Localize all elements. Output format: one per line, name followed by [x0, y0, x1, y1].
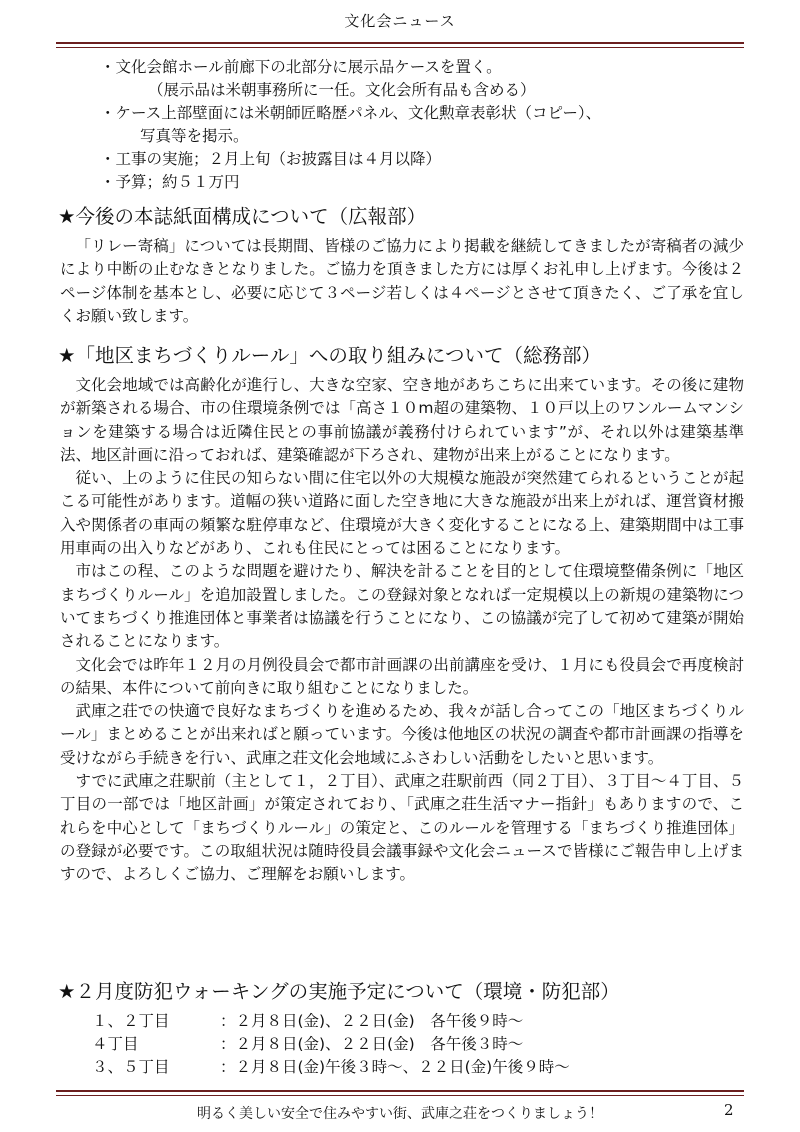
- header-rule: [56, 42, 744, 44]
- schedule-dates: ：２月８日(金)、２２日(金) 各午後９時～: [220, 1012, 524, 1030]
- schedule-area: ３、５丁目: [92, 1058, 170, 1076]
- paragraph: 従い、上のように住民の知らない間に住宅以外の大規模な施設が突然建てられるということが起こる可能性があります。道幅の狭い道路に面した空き地に大きな施設が出来上がれば、運営資材搬入や関係者の車両の頻繁な駐停車など、住環境が大きく変化することになる上、建築期間中は工事用車両の出入りなどがあり、これも住民にとっては困ることになります。: [60, 469, 744, 558]
- header-rule-thin: [56, 47, 744, 48]
- bullet-item: ・予算；約５１万円: [100, 173, 240, 191]
- footer-slogan: 明るく美しい安全で住みやすい街、武庫之荘をつくりましょう！: [197, 1106, 603, 1122]
- bullet-item: ・ケース上部壁面には米朝師匠略歴パネル、文化勲章表彰状（コピー）、: [100, 104, 602, 122]
- schedule-row: [92, 1010, 570, 1033]
- section-body-publicity: [60, 235, 744, 328]
- schedule-area: １、２丁目: [92, 1012, 170, 1030]
- paragraph: すでに武庫之荘駅前（主として１，２丁目）、武庫之荘駅前西（同２丁目）、３丁目～４丁目、５丁目の一部では「地区計画」が策定されており、「武庫之荘生活マナー指針」もありますので、これらを中心として「まちづくりルール」の策定と、このルールを管理する「まちづくり推進団体」の登録が必要です。この取組状況は随時役員会議事録や文化会ニュースで皆様にご報告申し上げますので、よろしくご協力、ご理解をお願いします。: [60, 772, 744, 884]
- schedule-area: ４丁目: [92, 1035, 139, 1053]
- page-number: 2: [724, 1101, 734, 1119]
- exhibit-bullet-list: [100, 56, 740, 194]
- schedule-dates: ：２月８日(金)、２２日(金) 各午後３時～: [220, 1035, 524, 1053]
- footer-rule-thin: [56, 1095, 744, 1096]
- paragraph: 「リレー寄稿」については長期間、皆様のご協力により掲載を継続してきましたが寄稿者の減少により中断の止むなきとなりました。ご協力を頂きました方には厚くお礼申し上げます。今後は２ページ体制を基本とし、必要に応じて３ページ若しくは４ページとさせて頂きたく、ご了承を宜しくお願い致します。: [60, 237, 744, 325]
- schedule-dates: ：２月８日(金)午後３時～、２２日(金)午後９時～: [220, 1058, 570, 1076]
- paragraph: 文化会では昨年１２月の月例役員会で都市計画課の出前講座を受け、１月にも役員会で再度検討の結果、本件について前向きに取り組むことになりました。: [60, 655, 744, 697]
- bullet-note: 写真等を掲示。: [140, 127, 249, 145]
- section-heading-publicity: ★今後の本誌紙面構成について（広報部）: [58, 205, 427, 228]
- section-body-general-affairs: [60, 374, 744, 887]
- bullet-note: （展示品は米朝事務所に一任。文化会所有品も含める）: [148, 81, 536, 99]
- section-heading-general-affairs: ★「地区まちづくりルール」への取り組みについて（総務部）: [58, 344, 602, 367]
- bullet-item: ・工事の実施；２月上旬（お披露目は４月以降）: [100, 150, 442, 168]
- section-heading-crime-prevention: ★２月度防犯ウォーキングの実施予定について（環境・防犯部）: [58, 980, 620, 1003]
- patrol-schedule: [92, 1010, 570, 1079]
- footer-rule: [56, 1090, 744, 1092]
- paragraph: 武庫之荘での快適で良好なまちづくりを進めるため、我々が話し合ってこの「地区まちづくりルール」まとめることが出来ればと願っています。今後は他地区の状況の調査や都市計画課の指導を受けながら手続きを行い、武庫之荘文化会地域にふさわしい活動をしたいと思います。: [60, 702, 744, 767]
- schedule-row: [92, 1056, 570, 1079]
- bullet-item: ・文化会館ホール前廊下の北部分に展示品ケースを置く。: [100, 58, 502, 76]
- page-header-title: 文化会ニュース: [344, 12, 456, 30]
- paragraph: 文化会地域では高齢化が進行し、大きな空家、空き地があちこちに出来ています。その後に建物が新築される場合、市の住環境条例では「高さ１０m超の建築物、１０戸以上のワンルームマンションを建築する場合は近隣住民との事前協議が義務付けられています”が、それ以外は建築基準法、地区計画に沿っておれば、建築確認が下ろされ、建物が出来上がることになります。: [60, 376, 744, 464]
- schedule-row: [92, 1033, 570, 1056]
- paragraph: 市はこの程、このような問題を避けたり、解決を計ることを目的として住環境整備条例に「地区まちづくりルール」を追加設置しました。この登録対象となれば一定規模以上の新規の建築物についてまちづくり推進団体と事業者は協議を行うことになり、この協議が完了して初めて建築が開始されることになります。: [60, 562, 744, 651]
